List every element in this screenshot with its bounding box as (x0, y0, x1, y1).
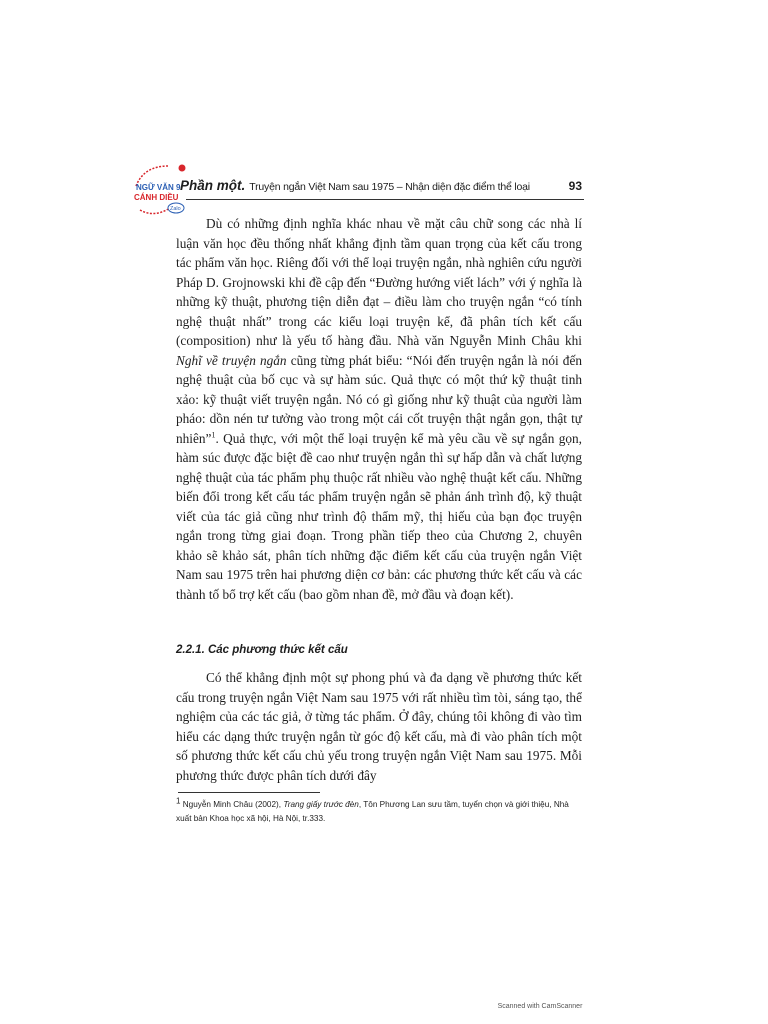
footnote-rest: , Tôn Phương Lan sưu tầm, tuyển chọn và giới thiệu, Nhà xuất bản Khoa học xã hội, Hà Nội, tr.333. (176, 800, 569, 823)
paragraph-1 (176, 214, 582, 604)
footnote-reference[interactable]: 1 (211, 430, 216, 440)
paragraph-1-part-3: . Quả thực, với một thể loại truyện kể mà yêu cầu về sự ngắn gọn, hàm súc được đặc biệt đề cao như truyện ngắn thì sự hấp dẫn và chất lượng nghệ thuật của tác phẩm phụ thuộc rất nhiều vào nghệ thuật kết cấu. Những biến đổi trong kết cấu tác phẩm truyện ngắn sẽ phản ánh trình độ, kỹ thuật viết của tác giả cũng như trình độ thẩm mỹ, thị hiếu của bạn đọc truyện ngắn trong từng giai đoạn. Trong phần tiếp theo của Chương 2, chuyên khảo sẽ khảo sát, phân tích những đặc điểm kết cấu của truyện ngắn Việt Nam sau 1975 trên hai phương diện cơ bản: các phương thức kết cấu và các thành tố bổ trợ kết cấu (bao gồm nhan đề, mở đầu và đoạn kết). (176, 430, 582, 602)
zalo-label: Zalo (170, 206, 181, 212)
footnote-author: Nguyễn Minh Châu (2002), (182, 800, 284, 809)
paragraph-1-part-1: Dù có những định nghĩa khác nhau về mặt câu chữ song các nhà lí luận văn học đều thống nhất khẳng định tầm quan trọng của kết cấu trong tác phẩm văn học. Riêng đối với thể loại truyện ngắn, nhà nghiên cứu người Pháp D. Grojnowski khi đề cập đến “Đường hướng viết lách” với ý nghĩa là những kỹ thuật, phương tiện diễn đạt – điều làm cho truyện ngắn “có tính nghệ thuật nhất” trong các kiểu loại truyện kể, đã phân tích kết cấu (composition) như là yếu tố hàng đầu. Nhà văn Nguyễn Minh Châu khi (176, 216, 582, 348)
logo-arc-bottom (140, 208, 170, 214)
cited-work-title: Nghĩ về truyện ngắn (176, 352, 287, 368)
footnote-number: 1 (176, 796, 181, 806)
paragraph-1-part-2: cũng từng phát biểu: “Nói đến truyện ngắn là nói đến nghệ thuật của bố cục và sự hàm súc. Quả thực có một thứ kỹ thuật tinh xảo: kỹ thuật viết truyện ngắn. Nó có gì giống như kỹ thuật của người làm pháo: dồn nén tư tưởng vào trong một cái cốt truyện thật ngắn gọn, thật tự nhiên” (176, 352, 582, 446)
running-head-subtitle: Truyện ngắn Việt Nam sau 1975 – Nhận diện đặc điểm thể loại (249, 181, 530, 193)
page-number: 93 (568, 179, 582, 193)
running-head (180, 176, 572, 196)
part-label: Phần một. (180, 178, 246, 193)
body-text-block-2 (176, 668, 582, 785)
footnote (176, 798, 582, 826)
logo-line-1: NGỮ VĂN 9 (136, 183, 181, 192)
body-text-block-1 (176, 214, 582, 604)
logo-line-2: CÁNH DIỀU (134, 193, 179, 202)
scanner-watermark: Scanned with CamScanner (497, 1003, 583, 1010)
header-rule (186, 199, 584, 200)
footnote-rule (178, 792, 320, 793)
paragraph-2: Có thể khẳng định một sự phong phú và đa dạng về phương thức kết cấu trong truyện ngắn Việt Nam sau 1975 với rất nhiều tìm tòi, sáng tạo, thể nghiệm của các tác giả, ở từng tác phẩm. Ở đây, chúng tôi không đi vào tìm hiểu các dạng thức truyện ngắn từ góc độ kết cấu, mà đi vào phân tích một số phương thức kết cấu chủ yếu trong truyện ngắn Việt Nam sau 1975. Mỗi phương thức được phân tích dưới đây (176, 670, 582, 783)
footnote-title: Trang giấy trước đèn (283, 800, 359, 809)
section-heading: 2.2.1. Các phương thức kết cấu (176, 644, 348, 656)
logo-dot (179, 165, 186, 172)
